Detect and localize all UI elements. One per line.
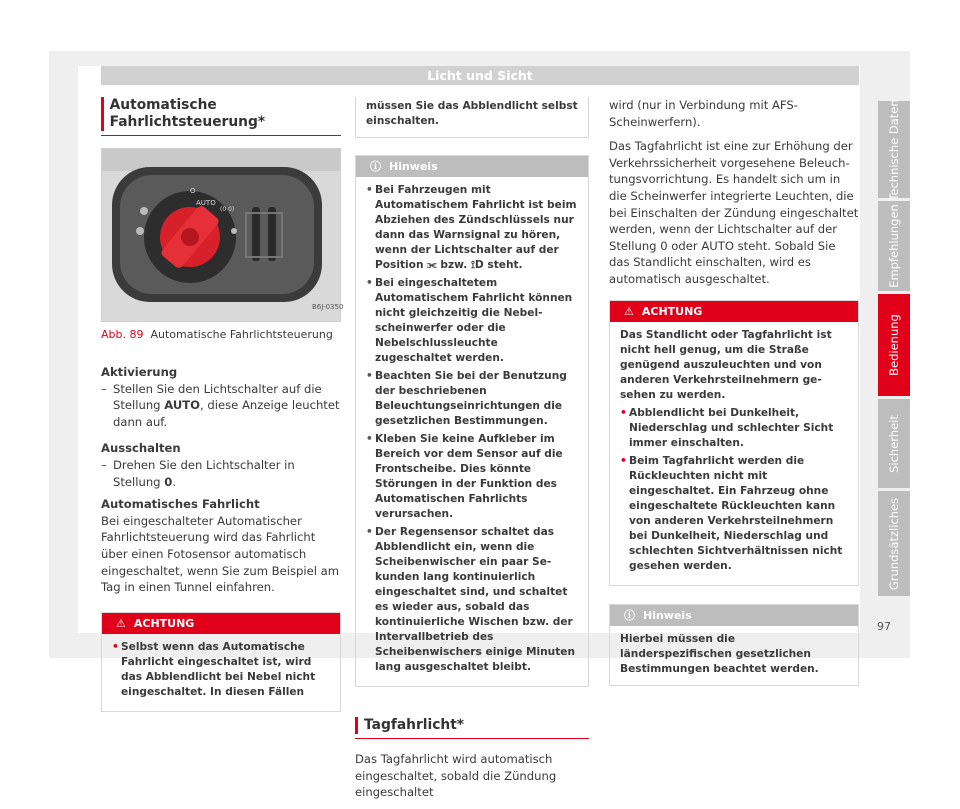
note-box-hinweis-2 [609,604,859,686]
list-item [366,183,578,273]
list-item [366,432,578,522]
column-1 [101,97,344,712]
instruction-aktivierung-text: Stellen Sie den Lichtschalter auf die Stellung [113,381,322,413]
warning-intro: Das Standlicht oder Tagfahrlicht ist nicht hell genug, um die Straße genügend auszuleuchten und von anderen Verkehrsteilnehmern gesehen zu werden. [620,328,832,401]
instruction-aktivierung-tail: , diese Anzeige leuchtet dann auf. [113,398,340,429]
warning-box-body [356,97,588,137]
section-heading-wrapper [355,717,589,739]
note-box-body [356,177,588,686]
list-item [112,640,330,700]
column-3 [609,97,859,686]
bullet-marker: • [366,184,373,196]
warning-triangle-icon: ⚠ [624,304,634,318]
dash-marker: – [101,381,107,396]
zero-position-label: O [190,187,196,195]
chapter-header: Licht und Sicht [101,66,859,85]
warning-bullet-text: Abblendlicht bei Dunkelheit, Niederschlag und schlechter Sicht immer einschalten. [629,406,834,449]
list-item [366,525,578,675]
instruction-ausschalten-text: Drehen Sie den Lichtschalter in Stellung [113,457,295,489]
subheading-automatisches-fahrlicht: Automatisches Fahrlicht [101,497,260,512]
note-text: Hierbei müssen die länderspezifischen gesetzlichen Bestimmungen beachtet werden. [620,632,819,675]
paragraph-tagfahrlicht-1: Das Tagfahrlicht wird automatisch eingeschaltet, sobald die Zündung eingeschaltet [355,752,557,800]
note-bullet-text: Bei eingeschaltetem Automatischem Fahrlicht können nicht gleichzeitig die Nebelscheinwerfer oder die Nebelschlussleuchte zugeschaltet werden. [375,277,573,364]
list-item [366,369,578,429]
subheading-ausschalten: Ausschalten [101,441,181,456]
info-icon: ⓘ [624,608,635,622]
warning-label: ACHTUNG [133,616,195,630]
warning-triangle-icon: ⚠ [116,616,126,630]
dash-marker: – [101,457,107,472]
figure-caption [101,328,341,342]
tab-label: Grundsätzliches [887,497,901,590]
note-box-body [610,626,858,685]
subheading-aktivierung: Aktivierung [101,365,178,379]
section-underline [355,738,589,739]
instruction-text [113,457,341,490]
tab-bedienung[interactable] [878,294,910,396]
section-title-auto-fahrlicht: Automatische Fahrlichtsteuerung* [109,97,266,130]
tab-grundsaetzliches[interactable] [878,491,910,596]
section-heading [101,97,341,131]
bullet-marker: • [366,277,373,289]
info-icon: ⓘ [370,160,381,173]
warning-box-achtung [101,612,341,712]
tab-label: Technische Daten [887,98,901,201]
section-underline [101,135,341,136]
auto-symbol: AUTO [164,398,201,413]
warning-box-body [610,322,858,585]
section-heading [355,717,589,734]
bullet-marker: • [112,640,119,653]
note-box-hinweis [355,155,589,687]
list-item [620,406,848,451]
instruction-ausschalten-tail: . [172,474,176,489]
page-number: 97 [877,620,891,633]
paragraph-tagfahrlicht-1-continued: wird (nur in Verbindung mit AFS-Scheinwerfern). [609,98,798,129]
tab-label: Empfehlungen [887,204,901,288]
note-label: Hinweis [389,160,438,173]
instruction-aktivierung [101,381,341,431]
warning-continuation-text: müssen Sie das Abblendlicht selbst einschalten. [366,100,578,127]
note-label: Hinweis [643,608,692,622]
note-bullet-text: Beachten Sie bei der Benutzung der beschriebenen Beleuchtungseinrichtungen die gesetzlichen Bestimmungen. [375,370,567,427]
note-bullet-text: Bei Fahrzeugen mit Automatischem Fahrlicht ist beim Abziehen des Zündschlüssels nur dann das Warnsignal zu hören, wenn der Lichtschalter auf der Position ⫘ bzw. ⟟D steht. [375,184,577,271]
warning-box-body [102,634,340,711]
figure-caption-text: Automatische Fahrlichtsteuerung [150,328,333,341]
bullet-marker: • [366,370,373,382]
list-item [620,454,848,574]
bullet-marker: • [620,454,627,467]
warning-box-header [610,301,858,322]
warning-label: ACHTUNG [641,304,703,318]
tab-sicherheit[interactable] [878,399,910,488]
figure-code: B6J-0350 [312,303,344,311]
list-item [366,276,578,366]
heading-marker [101,97,104,131]
column-2 [355,97,589,809]
warning-text: Selbst wenn das Automatische Fahrlicht eingeschaltet ist, wird das Abblendlicht bei Nebel nicht eingeschaltet. In diesen Fällen [121,640,316,698]
figure-label: Abb. 89 [101,328,144,341]
warning-box-header [102,613,340,634]
note-bullet-text: Der Regensensor schaltet das Abblendlicht ein, wenn die Scheibenwischer ein paar Sekunden lang kontinuierlich eingeschaltet sind, und schaltet es wieder aus, sobald das kontinuierliche Wischen bzw. der Intervallbetrieb des Scheibenwischers einige Minuten lang ausgeschaltet bleibt. [375,526,576,673]
bullet-marker: • [620,406,627,419]
fog-position-label: (0 0) [220,206,235,213]
heading-marker [355,717,358,734]
paragraph-tagfahrlicht-2: Das Tagfahrlicht ist eine zur Erhöhung der Verkehrssicherheit vorgesehene Beleuchtungsvorrichtung. Es handelt sich um in die Scheinwerfer integrierte Leuchten, die bei Einschalten der Zündung eingeschaltet werden, wenn der Lichtschalter auf der Stellung 0 oder AUTO steht. Sobald Sie das Standlicht einschalten, wird es automatisch ausgeschaltet. [609,139,859,286]
bullet-marker: • [366,526,373,538]
auto-position-label: AUTO [196,199,216,207]
warning-box-continued [355,97,589,138]
warning-box-achtung-2 [609,300,859,586]
paragraph-auto-fahrlicht: Bei eingeschalteter Automatischer Fahrlichtsteuerung wird das Fahrlicht über einen Fotosensor automatisch eingeschaltet, wenn Sie zum Beispiel am Tag in einen Tunnel einfahren. [101,513,340,595]
light-switch-figure [101,148,344,322]
zero-symbol: 0 [164,474,173,489]
bullet-marker: • [366,433,373,445]
tab-technische-daten[interactable] [878,98,910,201]
warning-bullet-text: Beim Tagfahrlicht werden die Rückleuchten nicht mit eingeschaltet. Ein Fahrzeug ohne eingeschaltete Rückleuchten kann von anderen Verkehrsteilnehmern bei Dunkelheit, Niederschlag und schlechten Sichtverhältnissen nicht gesehen werden. [629,454,843,572]
tab-label: Sicherheit [887,414,901,473]
instruction-ausschalten [101,457,341,490]
instruction-text [113,381,341,431]
light-switch-illustration [102,149,344,321]
note-bullet-text: Kleben Sie keine Aufkleber im Bereich vor dem Sensor auf die Frontscheibe. Dies könnte Störungen in der Funktion des Automatischen Fahrlichts verursachen. [375,433,563,520]
tab-empfehlungen[interactable] [878,201,910,291]
note-box-header [610,605,858,626]
tab-label: Bedienung [887,314,901,376]
note-box-header [356,156,588,177]
section-title-tagfahrlicht: Tagfahrlicht* [364,717,465,733]
